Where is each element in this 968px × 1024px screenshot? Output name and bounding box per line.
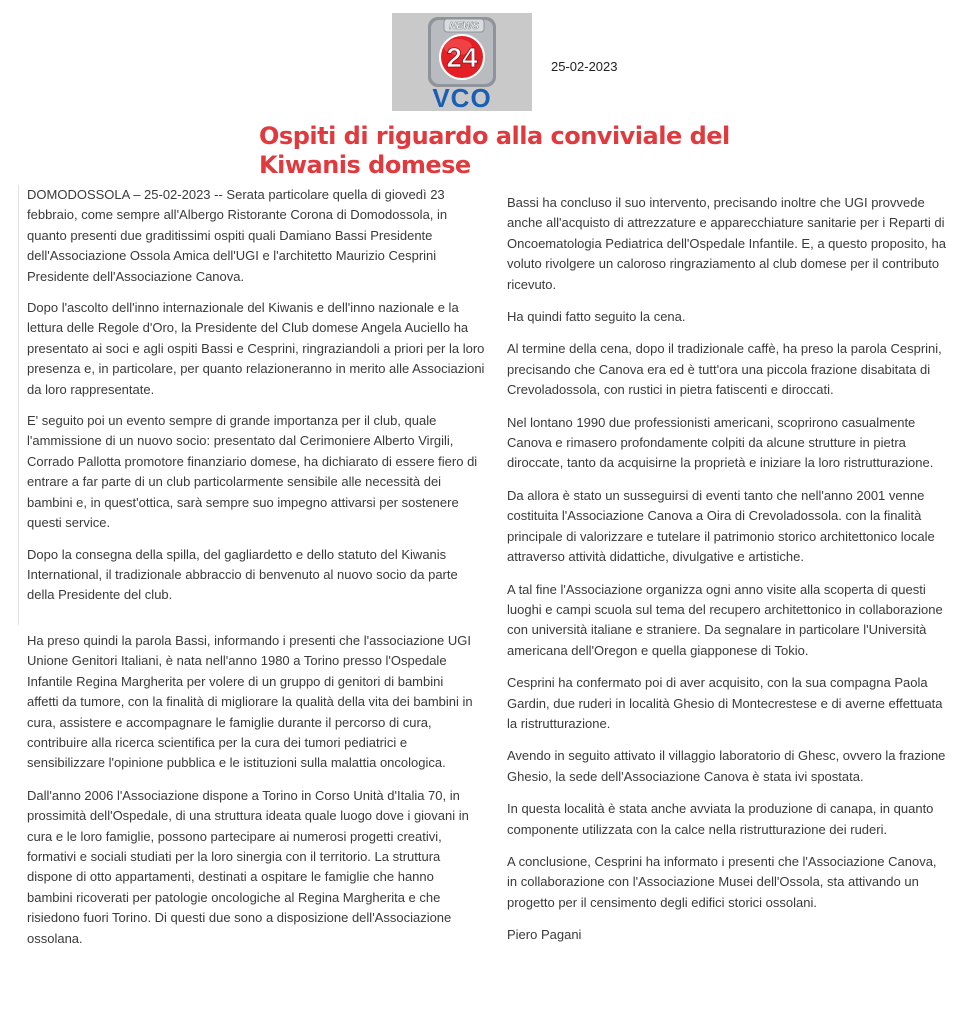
logo-vco-text: VCO xyxy=(432,83,492,111)
page-header xyxy=(0,0,968,120)
paragraph: Ha preso quindi la parola Bassi, informando i presenti che l'associazione UGI Unione Genitori Italiani, è nata nell'anno 1980 a Torino presso l'Ospedale Infantile Regina Margherita per volere di un gruppo di genitori di bambini affetti da tumore, con la finalità di migliorare la qualità della vita dei bambini in cura, assistere e accompagnare le famiglie durante il percorso di cura, contribuire alla ricerca scientifica per la cura dei tumori pediatrici e sensibilizzare l'opinione pubblica e le istituzioni sulla malattia oncologica. xyxy=(27,633,473,771)
paragraph: A tal fine l'Associazione organizza ogni anno visite alla scoperta di questi luoghi e campi scuola sul tema del recupero architettonico in collaborazione con università italiane e straniere. Da segnalare in particolare l'Università americana dell'Oregon e quella giapponese di Tokio. xyxy=(507,581,943,658)
paragraph: In questa località è stata anche avviata la produzione di canapa, in quanto componente utilizzata con la calce nella ristrutturazione dei ruderi. xyxy=(507,801,934,837)
article-right-column xyxy=(507,193,947,958)
article-date: 25-02-2023 xyxy=(551,59,618,74)
paragraph: Dall'anno 2006 l'Associazione dispone a Torino in Corso Unità d'Italia 70, in prossimità dell'Ospedale, di una struttura ideata quale luogo dove i giovani in cura e le loro famiglie, possono partecipare ai numerosi progetti creativi, formativi e sociali studiati per la loro sinergia con il territorio. La struttura dispone di otto appartamenti, destinati a ospitare le famiglie che hanno bambini ricoverati per patologie oncologiche al Regina Margherita e che risiedono fuori Torino. Di questi due sono a disposizione dell'Associazione ossolana. xyxy=(27,787,469,946)
paragraph: Al termine della cena, dopo il tradizionale caffè, ha preso la parola Cesprini, precisando che Canova era ed è tutt'ora una piccola frazione disabitata di Crevoladossola, con rustici in pietra fatiscenti e diroccati. xyxy=(507,341,942,398)
paragraph: Ha quindi fatto seguito la cena. xyxy=(507,309,686,325)
paragraph: Avendo in seguito attivato il villaggio laboratorio di Ghesc, ovvero la frazione Ghesio, la sede dell'Associazione Canova è stata ivi spostata. xyxy=(507,748,946,784)
paragraph: Da allora è stato un susseguirsi di eventi tanto che nell'anno 2001 venne costituita l'Associazione Canova a Oira di Crevoladossola. con la finalità principale di valorizzare e tutelare il patrimonio storico architettonico locale attraverso attività didattiche, divulgative e artistiche. xyxy=(507,487,935,565)
paragraph: E' seguito poi un evento sempre di grande importanza per il club, quale l'ammissione di un nuovo socio: presentato dal Cerimoniere Alberto Virgili, Corrado Pallotta promotore finanziario domese, ha dichiarato di essere fiero di entrare a far parte di un club particolarmente sensibile alle necessità dei bambini e, in quest'ottica, sarà sempre suo impegno attivarsi per sostenere questi service. xyxy=(27,413,478,531)
article-left-column xyxy=(18,185,485,625)
logo-number-text: 24 xyxy=(446,42,478,73)
logo-news-text: NEWS xyxy=(449,21,479,32)
paragraph: Nel lontano 1990 due professionisti americani, scoprirono casualmente Canova e rimasero profondamente colpiti da alcune strutture in pietra diroccate, tanto da acquisirne la proprietà e iniziare la loro ristrutturazione. xyxy=(507,414,934,471)
paragraph: Cesprini ha confermato poi di aver acquisito, con la sua compagna Paola Gardin, due ruderi in località Ghesio di Montecrestese e di averne effettuata la ristrutturazione. xyxy=(507,675,943,731)
logo-graphic xyxy=(392,13,532,111)
article-author: Piero Pagani xyxy=(507,927,582,943)
paragraph: A conclusione, Cesprini ha informato i presenti che l'Associazione Canova, in collaborazione con l'Associazione Musei dell'Ossola, sta attivando un progetto per il censimento degli edifici storici ossolani. xyxy=(507,853,937,910)
paragraph: DOMODOSSOLA – 25-02-2023 -- Serata particolare quella di giovedì 23 febbraio, come sempre all'Albergo Ristorante Corona di Domodossola, in quanto presenti due graditissimi ospiti quali Damiano Bassi Presidente dell'Associazione Ossola Amica dell'UGI e l'architetto Maurizio Cesprini Presidente dell'Associazione Canova. xyxy=(27,187,448,284)
paragraph: Bassi ha concluso il suo intervento, precisando inoltre che UGI provvede anche all'acquisto di attrezzature e apparecchiature sanitarie per i Reparti di Oncoematologia Pediatrica dell'Ospedale Infantile. E, a questo proposito, ha voluto rivolgere un caloroso ringraziamento al club domese per il contributo ricevuto. xyxy=(507,195,946,292)
paragraph: Dopo l'ascolto dell'inno internazionale del Kiwanis e dell'inno nazionale e la lettura delle Regole d'Oro, la Presidente del Club domese Angela Auciello ha presentato ai soci e agli ospiti Bassi e Cesprini, ringraziandoli a priori per la loro presenza e, in particolare, per quanto relazioneranno in merito alle Associazioni da loro rappresentate. xyxy=(27,300,485,397)
paragraph: Dopo la consegna della spilla, del gagliardetto e dello statuto del Kiwanis International, il tradizionale abbraccio di benvenuto al nuovo socio da parte della Presidente del club. xyxy=(27,546,458,603)
news24-vco-logo[interactable] xyxy=(392,13,532,111)
article-left-column-lower xyxy=(27,631,477,961)
article-title: Ospiti di riguardo alla conviviale del Kiwanis domese xyxy=(259,122,730,179)
